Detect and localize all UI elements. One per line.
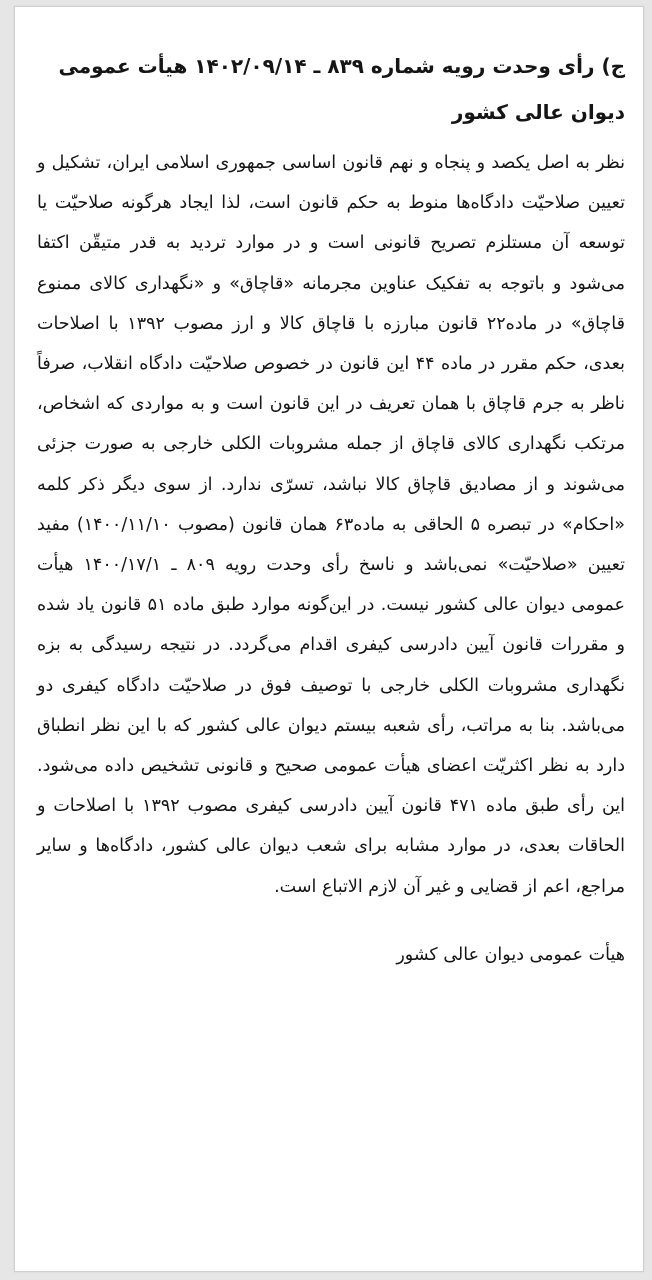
ruling-body-text: نظر به اصل یکصد و پنجاه و نهم قانون اساسی جمهوری اسلامی ایران، تشکیل و تعیین صلاحیّت دادگاه‌ها منوط به حکم قانون است، لذا ایجاد هرگونه صلاحیّت یا توسعه آن مستلزم تصریح قانونی است و در موارد تردید به قدر متیقّن اکتفا می‌شود و باتوجه به تفکیک عناوین مجرمانه «قاچاق» و «نگهداری کالای ممنوع قاچاق» در ماده۲۲ قانون مبارزه با قاچاق کالا و ارز مصوب ۱۳۹۲ با اصلاحات بعدی، حکم مقرر در ماده ۴۴ این قانون در خصوص صلاحیّت دادگاه انقلاب، صرفاً ناظر به جرم قاچاق با همان تعریف در این قانون است و به مواردی که اشخاص، مرتکب نگهداری کالای قاچاق از جمله مشروبات الکلی خارجی به صورت جزئی می‌شوند و از مصادیق قاچاق کالا نباشد، تسرّی ندارد. از سوی دیگر ذکر کلمه «احکام» در تبصره ۵ الحاقی به ماده۶۳ همان قانون (مصوب ۱۴۰۰/۱۱/۱۰) مفید تعیین «صلاحیّت» نمی‌باشد و ناسخ رأی وحدت رویه ۸۰۹ ـ ۱۴۰۰/۱۷/۱ هیأت عمومی دیوان عالی کشور نیست. در این‌گونه موارد طبق ماده ۵۱ قانون یاد شده و مقررات قانون آیین دادرسی کیفری اقدام می‌گردد. در نتیجه رسیدگی به بزه نگهداری مشروبات الکلی خارجی با توصیف فوق در صلاحیّت دادگاه کیفری دو می‌باشد. بنا به مراتب، رأی شعبه بیستم دیوان عالی کشور که با این نظر انطباق دارد به نظر اکثریّت اعضای هیأت عمومی صحیح و قانونی تشخیص داده می‌شود. این رأی طبق ماده ۴۷۱ قانون آیین دادرسی کیفری مصوب ۱۳۹۲ با اصلاحات و الحاقات بعدی، در موارد مشابه برای شعب دیوان عالی کشور، دادگاه‌ها و سایر مراجع، اعم از قضایی و غیر آن لازم الاتباع است.: [37, 153, 626, 897]
document-content: [37, 43, 625, 973]
document-page: [14, 6, 644, 1272]
title-line-1: ج) رأی وحدت رویه شماره ۸۳۹ ـ ۱۴۰۲/۰۹/۱۴ هیأت عمومی: [58, 54, 625, 78]
title-line-2: دیوان عالی کشور: [451, 100, 625, 124]
document-title: [37, 43, 625, 135]
signature: هیأت عمومی دیوان عالی کشور: [396, 944, 625, 965]
